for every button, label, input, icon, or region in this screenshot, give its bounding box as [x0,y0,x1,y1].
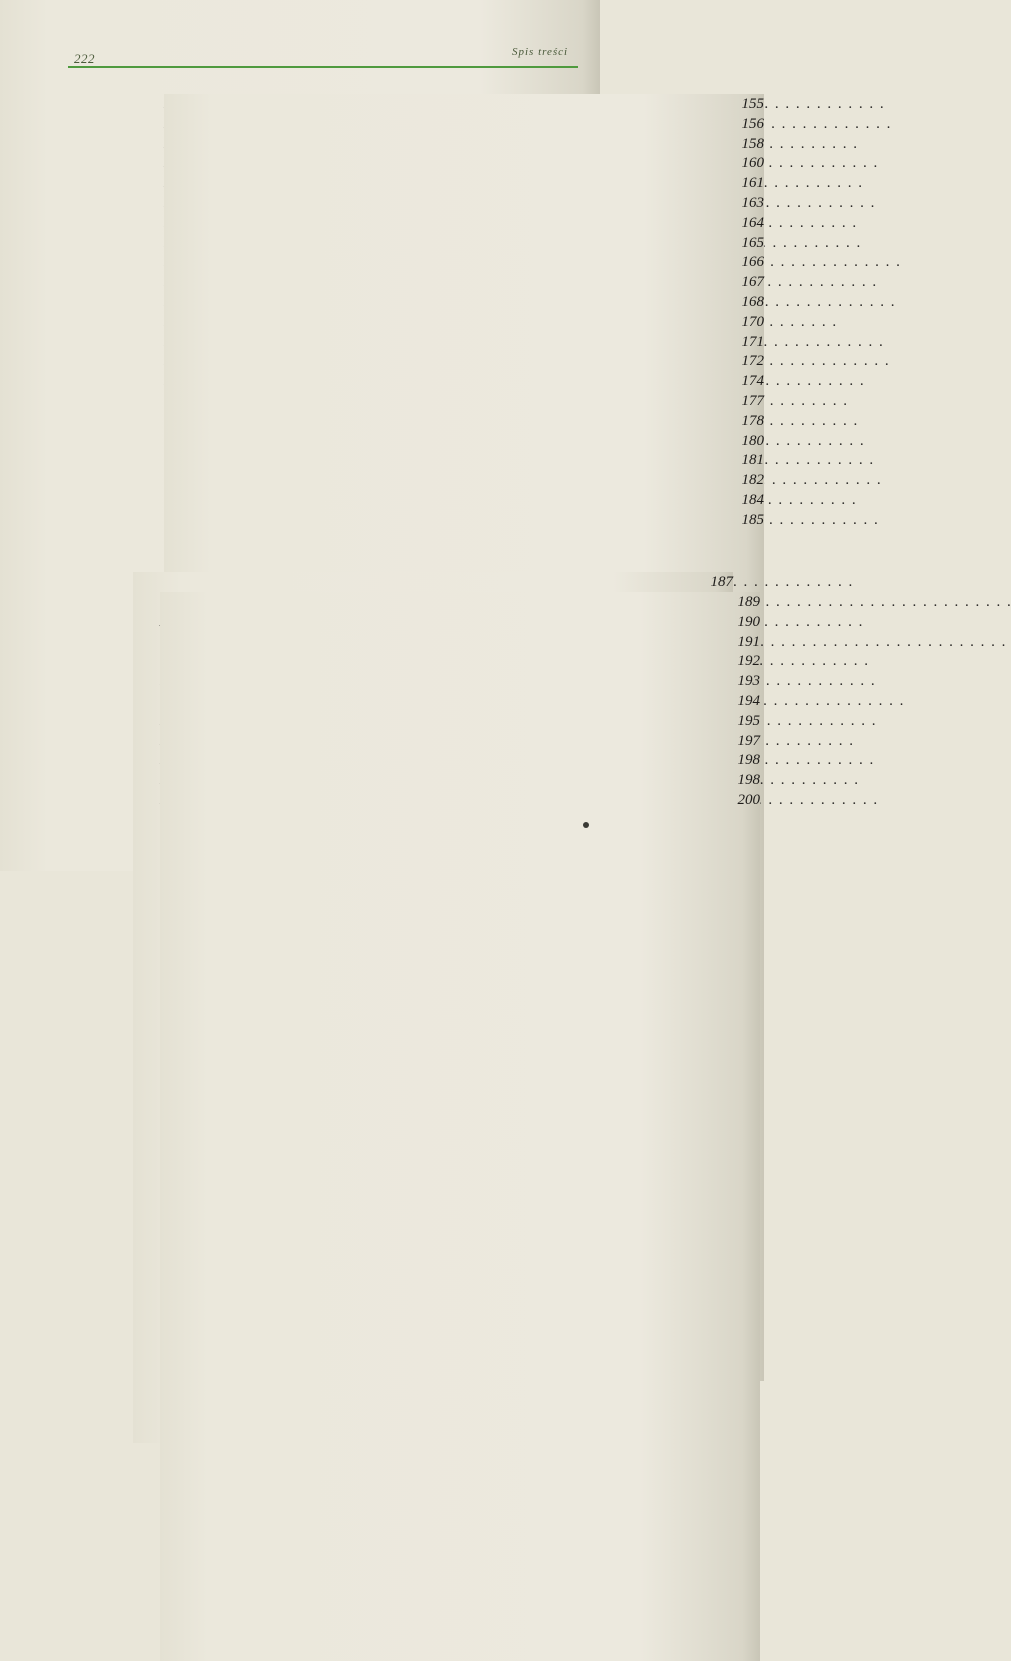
entry-page-number: 171 [164,332,764,1203]
entry-page-number: 177 [164,391,764,1262]
toc-entry [164,332,764,352]
toc-entry [164,510,764,530]
entry-page-number: 165 [164,233,764,1104]
entry-page-number: 158 [164,134,764,1005]
toc-entry [160,671,760,691]
entry-page-number: 164 [164,213,764,1084]
toc-entry [160,731,760,751]
entry-page-number: 168 [164,292,764,1163]
entry-page-number: 193 [160,671,760,1542]
entry-page-number: 181 [164,450,764,1321]
entry-page-number: 198 [160,770,760,1641]
entry-page-number: 187 [133,572,733,1443]
entry-page-number: 185 [164,510,764,1381]
toc-entry [164,272,764,292]
toc-entry [160,711,760,731]
entry-page-number: 189 [160,592,760,1463]
entry-page-number: 172 [164,351,764,1222]
toc-entry [164,312,764,332]
entry-page-number: 190 [160,612,760,1483]
toc-entry [164,371,764,391]
toc-entry [164,173,764,193]
toc-entry [164,351,764,371]
toc-entry [164,213,764,233]
toc-entry [164,411,764,431]
toc-entry [160,592,760,612]
toc-entry [164,153,764,173]
entry-page-number: 160 [164,153,764,1024]
toc-entry [164,490,764,510]
entry-page-number: 174 [164,371,764,1242]
entry-page-number: 195 [160,711,760,1582]
entry-page-number: 184 [164,490,764,1361]
toc-entry [160,790,760,810]
toc-entry [160,750,760,770]
toc-entry [164,431,764,451]
page-number: 222 [74,51,95,66]
toc-entry [164,391,764,411]
entry-page-number: 163 [164,193,764,1064]
toc-entry [164,134,764,154]
entry-page-number: 178 [164,411,764,1282]
toc-entry [160,632,760,652]
entry-page-number: 182 [164,470,764,1341]
entry-page-number: 198 [160,750,760,1621]
entry-page-number: 156 [164,114,764,985]
toc-entry [164,114,764,134]
section-heading [133,572,733,592]
toc-entry [164,94,764,114]
toc-entry [164,450,764,470]
header-rule [68,66,578,68]
entry-page-number: 166 [164,252,764,1123]
toc-entry [160,651,760,671]
entry-page-number: 161 [164,173,764,1044]
page-header [0,0,600,80]
entry-page-number: 192 [160,651,760,1522]
entry-page-number: 155 [164,94,764,965]
entry-page-number: 191 [160,632,760,1503]
entry-page-number: 194 [160,691,760,1562]
entry-page-number: 180 [164,431,764,1302]
entry-page-number: 167 [164,272,764,1143]
toc-entry [164,470,764,490]
entry-page-number: 200 [160,790,760,1661]
toc-entry [160,770,760,790]
toc-entry [160,612,760,632]
running-title: Spis treści [512,46,569,58]
entry-page-number: 197 [160,731,760,1602]
toc-entry [164,292,764,312]
toc-entry [164,252,764,272]
book-page [0,0,764,871]
entry-page-number: 170 [164,312,764,1183]
toc-entry [164,193,764,213]
ink-spot [583,822,589,828]
toc-entry [164,233,764,253]
toc-entry [160,691,760,711]
